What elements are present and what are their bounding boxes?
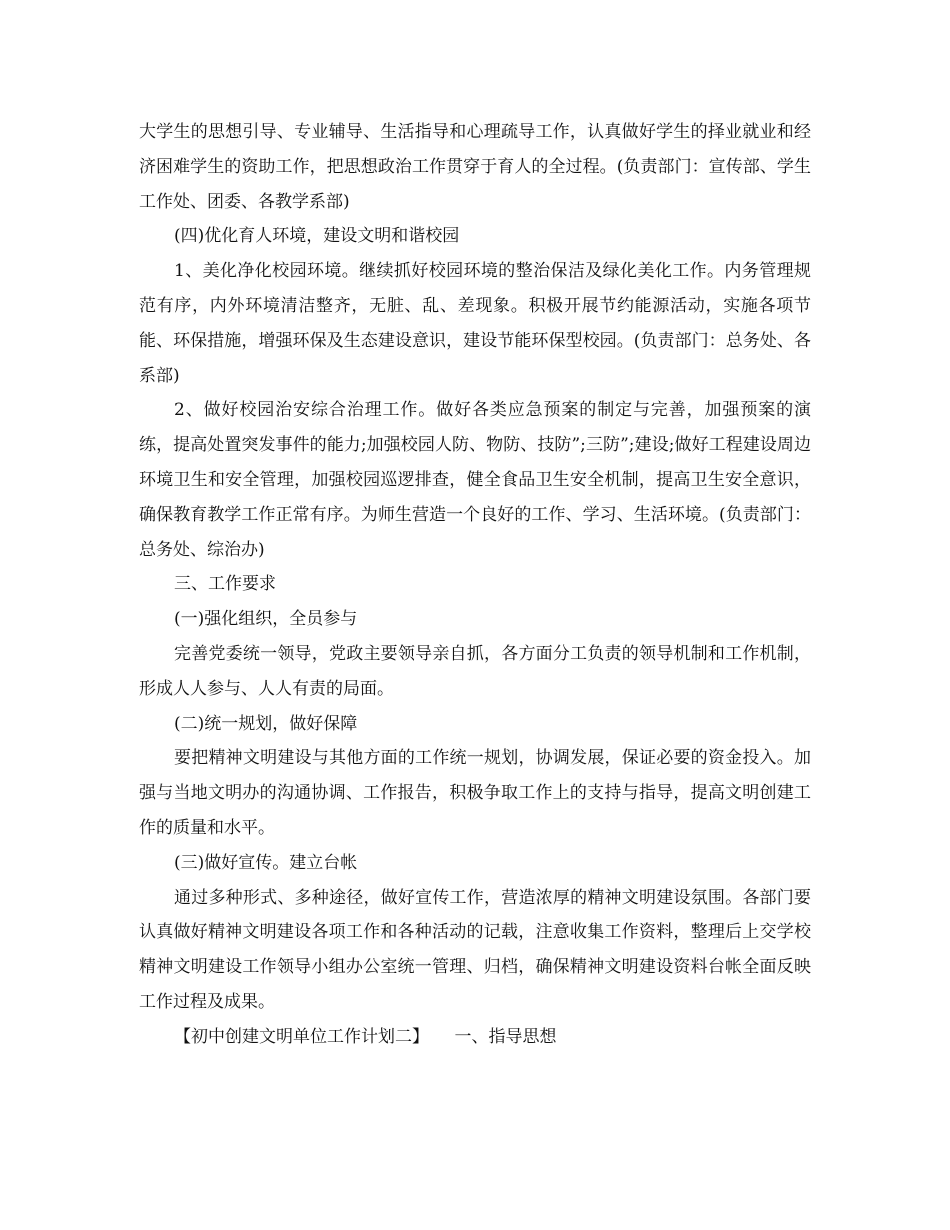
paragraph: 大学生的思想引导、专业辅导、生活指导和心理疏导工作，认真做好学生的择业就业和经济困难学生的资助工作，把思想政治工作贯穿于育人的全过程。(负责部门：宣传部、学生工作处、团委、各教学系部) — [139, 122, 811, 212]
section-heading: 三、工作要求 — [174, 574, 276, 595]
document-body — [139, 115, 811, 1055]
paragraph: 1、美化净化校园环境。继续抓好校园环境的整治保洁及绿化美化工作。内务管理规范有序，内外环境清洁整齐，无脏、乱、差现象。积极开展节约能源活动，实施各项节能、环保措施，增强环保及生态建设意识，建设节能环保型校园。(负责部门：总务处、各系部) — [139, 261, 811, 386]
paragraph: 通过多种形式、多种途径，做好宣传工作，营造浓厚的精神文明建设氛围。各部门要认真做好精神文明建设各项工作和各种活动的记载，注意收集工作资料，整理后上交学校精神文明建设工作领导小组办公室统一管理、归档，确保精神文明建设资料台帐全面反映工作过程及成果。 — [139, 887, 811, 1012]
next-plan-heading: 【初中创建文明单位工作计划二】 一、指导思想 — [174, 1026, 557, 1047]
paragraph: 完善党委统一领导，党政主要领导亲自抓，各方面分工负责的领导机制和工作机制，形成人人参与、人人有责的局面。 — [139, 643, 811, 699]
paragraph: 要把精神文明建设与其他方面的工作统一规划，协调发展，保证必要的资金投入。加强与当地文明办的沟通协调、工作报告，积极争取工作上的支持与指导，提高文明创建工作的质量和水平。 — [139, 748, 811, 838]
section-heading: (一)强化组织，全员参与 — [174, 609, 358, 630]
section-heading: (二)统一规划，做好保障 — [174, 713, 358, 734]
paragraph: 2、做好校园治安综合治理工作。做好各类应急预案的制定与完善，加强预案的演练，提高处置突发事件的能力;加强校园人防、物防、技防”;三防”;建设;做好工程建设周边环境卫生和安全管理，加强校园巡逻排查，健全食品卫生安全机制，提高卫生安全意识，确保教育教学工作正常有序。为师生营造一个良好的工作、学习、生活环境。(负责部门：总务处、综治办) — [139, 400, 811, 560]
section-heading: (三)做好宣传。建立台帐 — [174, 852, 358, 873]
section-heading: (四)优化育人环境，建设文明和谐校园 — [174, 226, 460, 247]
